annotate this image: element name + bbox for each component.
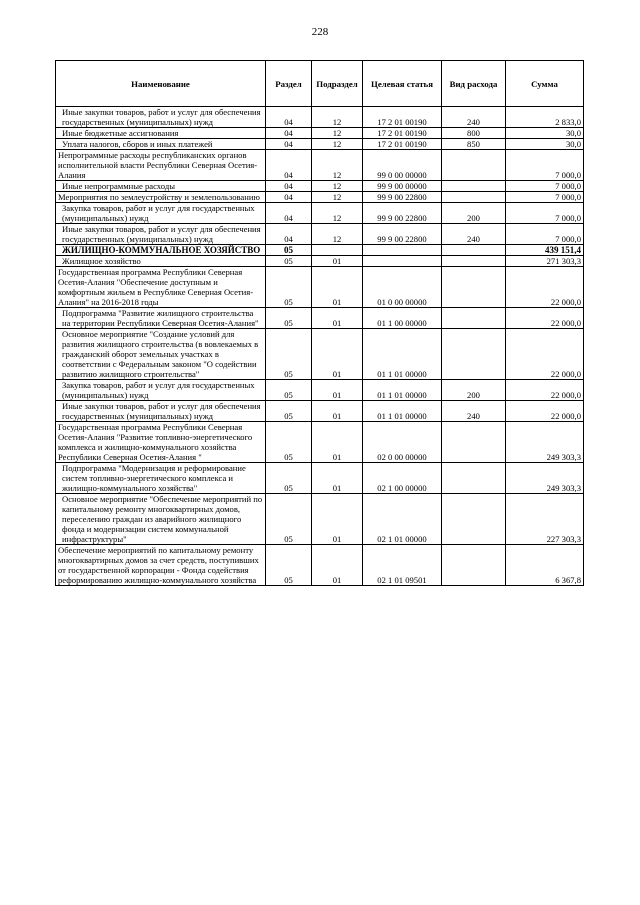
row-podrazdel: 01 (312, 256, 363, 267)
budget-table (55, 60, 584, 586)
row-podrazdel: 01 (312, 380, 363, 401)
row-summa: 7 000,0 (506, 224, 584, 245)
table-body (56, 107, 584, 586)
table-row (56, 192, 584, 203)
table-row (56, 128, 584, 139)
row-vid (442, 463, 506, 494)
table-row (56, 494, 584, 545)
row-name: Непрограммные расходы республиканских органов исполнительной власти Республики Северная Осетия-Алания (56, 150, 266, 181)
table-header (56, 61, 584, 107)
row-vid (442, 245, 506, 256)
row-summa: 22 000,0 (506, 401, 584, 422)
row-summa: 30,0 (506, 139, 584, 150)
row-podrazdel: 12 (312, 181, 363, 192)
row-razdel: 04 (266, 203, 312, 224)
page-number: 228 (311, 26, 329, 38)
row-celevaya: 01 1 00 00000 (363, 308, 442, 329)
row-celevaya: 01 1 01 00000 (363, 329, 442, 380)
table-row (56, 401, 584, 422)
row-vid: 200 (442, 380, 506, 401)
row-celevaya: 99 0 00 00000 (363, 150, 442, 181)
row-celevaya: 01 0 00 00000 (363, 267, 442, 308)
row-podrazdel: 01 (312, 267, 363, 308)
header-summa: Сумма (506, 61, 584, 107)
row-summa: 439 151,4 (506, 245, 584, 256)
table-row (56, 181, 584, 192)
table-row (56, 267, 584, 308)
row-vid (442, 256, 506, 267)
row-name: Иные бюджетные ассигнования (56, 128, 266, 139)
row-razdel: 05 (266, 267, 312, 308)
row-vid (442, 192, 506, 203)
table-row (56, 150, 584, 181)
row-celevaya: 01 1 01 00000 (363, 401, 442, 422)
table-row (56, 463, 584, 494)
row-vid: 800 (442, 128, 506, 139)
row-podrazdel: 12 (312, 128, 363, 139)
row-vid: 850 (442, 139, 506, 150)
table-row (56, 203, 584, 224)
row-name: Подпрограмма "Развитие жилищного строительства на территории Республики Северная Осетия-Алания" (56, 308, 266, 329)
row-name: Иные закупки товаров, работ и услуг для обеспечения государственных (муниципальных) нужд (56, 224, 266, 245)
row-podrazdel: 01 (312, 401, 363, 422)
row-summa: 22 000,0 (506, 380, 584, 401)
row-name: Обеспечение мероприятий по капитальному ремонту многоквартирных домов за счет средств, поступивших от государственной корпорации - Фонда содействия реформированию жилищно-коммунального хозяйства (56, 545, 266, 586)
row-razdel: 05 (266, 245, 312, 256)
row-name: Подпрограмма "Модернизация и реформирование систем топливно-энергетического комплекса и жилищно-коммунального хозяйства" (56, 463, 266, 494)
table-row (56, 422, 584, 463)
row-vid (442, 308, 506, 329)
row-name: Иные закупки товаров, работ и услуг для обеспечения государственных (муниципальных) нужд (56, 401, 266, 422)
row-name: Основное мероприятие "Обеспечение мероприятий по капитальному ремонту многоквартирных домов, переселению граждан из аварийного жилищного фонда и модернизации систем коммунальной инфраструктуры" (56, 494, 266, 545)
row-summa: 2 833,0 (506, 107, 584, 128)
row-podrazdel: 12 (312, 192, 363, 203)
row-podrazdel: 01 (312, 494, 363, 545)
row-podrazdel: 12 (312, 224, 363, 245)
row-razdel: 05 (266, 308, 312, 329)
row-vid: 240 (442, 107, 506, 128)
row-name: Государственная программа Республики Северная Осетия-Алания "Обеспечение доступным и комфортным жильем в Республике Северная Осетия-Алания" на 2016-2018 годы (56, 267, 266, 308)
row-vid: 240 (442, 401, 506, 422)
row-celevaya: 99 9 00 00000 (363, 181, 442, 192)
row-podrazdel: 01 (312, 329, 363, 380)
row-razdel: 05 (266, 463, 312, 494)
row-razdel: 05 (266, 256, 312, 267)
row-name: Закупка товаров, работ и услуг для государственных (муниципальных) нужд (56, 380, 266, 401)
row-razdel: 05 (266, 545, 312, 586)
row-celevaya: 99 9 00 22800 (363, 192, 442, 203)
row-podrazdel (312, 245, 363, 256)
row-razdel: 04 (266, 181, 312, 192)
row-vid (442, 329, 506, 380)
row-summa: 7 000,0 (506, 203, 584, 224)
row-razdel: 05 (266, 401, 312, 422)
table-row (56, 380, 584, 401)
row-podrazdel: 01 (312, 463, 363, 494)
table-row (56, 308, 584, 329)
row-podrazdel: 12 (312, 150, 363, 181)
table-row (56, 224, 584, 245)
row-summa: 249 303,3 (506, 422, 584, 463)
row-celevaya: 99 9 00 22800 (363, 203, 442, 224)
row-summa: 30,0 (506, 128, 584, 139)
row-razdel: 04 (266, 192, 312, 203)
row-summa: 6 367,8 (506, 545, 584, 586)
row-podrazdel: 12 (312, 107, 363, 128)
row-podrazdel: 01 (312, 422, 363, 463)
row-celevaya: 02 1 01 00000 (363, 494, 442, 545)
row-razdel: 04 (266, 150, 312, 181)
row-summa: 227 303,3 (506, 494, 584, 545)
row-summa: 22 000,0 (506, 329, 584, 380)
row-summa: 7 000,0 (506, 192, 584, 203)
row-podrazdel: 12 (312, 139, 363, 150)
row-summa: 22 000,0 (506, 308, 584, 329)
row-celevaya (363, 256, 442, 267)
row-razdel: 04 (266, 139, 312, 150)
table-row (56, 139, 584, 150)
row-name: Государственная программа Республики Северная Осетия-Алания "Развитие топливно-энергетического комплекса и жилищно-коммунального хозяйства Республики Северная Осетия-Алания " (56, 422, 266, 463)
header-vid: Вид расхода (442, 61, 506, 107)
header-name: Наименование (56, 61, 266, 107)
row-razdel: 05 (266, 380, 312, 401)
row-podrazdel: 12 (312, 203, 363, 224)
row-celevaya: 02 1 00 00000 (363, 463, 442, 494)
row-celevaya (363, 245, 442, 256)
row-celevaya: 02 1 01 09501 (363, 545, 442, 586)
row-vid (442, 545, 506, 586)
row-razdel: 05 (266, 494, 312, 545)
header-celevaya: Целевая статья (363, 61, 442, 107)
row-razdel: 05 (266, 422, 312, 463)
row-name: Иные закупки товаров, работ и услуг для обеспечения государственных (муниципальных) нужд (56, 107, 266, 128)
row-celevaya: 17 2 01 00190 (363, 139, 442, 150)
row-vid (442, 150, 506, 181)
header-razdel: Раздел (266, 61, 312, 107)
header-podrazdel: Подраздел (312, 61, 363, 107)
row-summa: 249 303,3 (506, 463, 584, 494)
row-name: ЖИЛИЩНО-КОММУНАЛЬНОЕ ХОЗЯЙСТВО (56, 245, 266, 256)
row-summa: 22 000,0 (506, 267, 584, 308)
table-row (56, 545, 584, 586)
header-row (56, 61, 584, 107)
row-razdel: 04 (266, 107, 312, 128)
row-vid (442, 181, 506, 192)
row-vid: 200 (442, 203, 506, 224)
row-celevaya: 99 9 00 22800 (363, 224, 442, 245)
row-celevaya: 01 1 01 00000 (363, 380, 442, 401)
table-row (56, 245, 584, 256)
row-podrazdel: 01 (312, 308, 363, 329)
row-celevaya: 17 2 01 00190 (363, 128, 442, 139)
row-vid (442, 422, 506, 463)
row-name: Уплата налогов, сборов и иных платежей (56, 139, 266, 150)
table-row (56, 107, 584, 128)
row-podrazdel: 01 (312, 545, 363, 586)
row-celevaya: 02 0 00 00000 (363, 422, 442, 463)
row-name: Мероприятия по землеустройству и землепользованию (56, 192, 266, 203)
table-row (56, 256, 584, 267)
row-razdel: 04 (266, 224, 312, 245)
row-celevaya: 17 2 01 00190 (363, 107, 442, 128)
row-name: Жилищное хозяйство (56, 256, 266, 267)
row-summa: 7 000,0 (506, 181, 584, 192)
row-vid (442, 494, 506, 545)
row-name: Иные непрограммные расходы (56, 181, 266, 192)
table-row (56, 329, 584, 380)
row-name: Закупка товаров, работ и услуг для государственных (муниципальных) нужд (56, 203, 266, 224)
row-vid (442, 267, 506, 308)
row-summa: 7 000,0 (506, 150, 584, 181)
row-razdel: 04 (266, 128, 312, 139)
row-razdel: 05 (266, 329, 312, 380)
row-summa: 271 303,3 (506, 256, 584, 267)
row-name: Основное мероприятие "Создание условий для развития жилищного строительства (в вовлекаемых в гражданский оборот земельных участках в соответствии с Федеральным законом "О содействии развитию жилищного строительства" (56, 329, 266, 380)
row-vid: 240 (442, 224, 506, 245)
